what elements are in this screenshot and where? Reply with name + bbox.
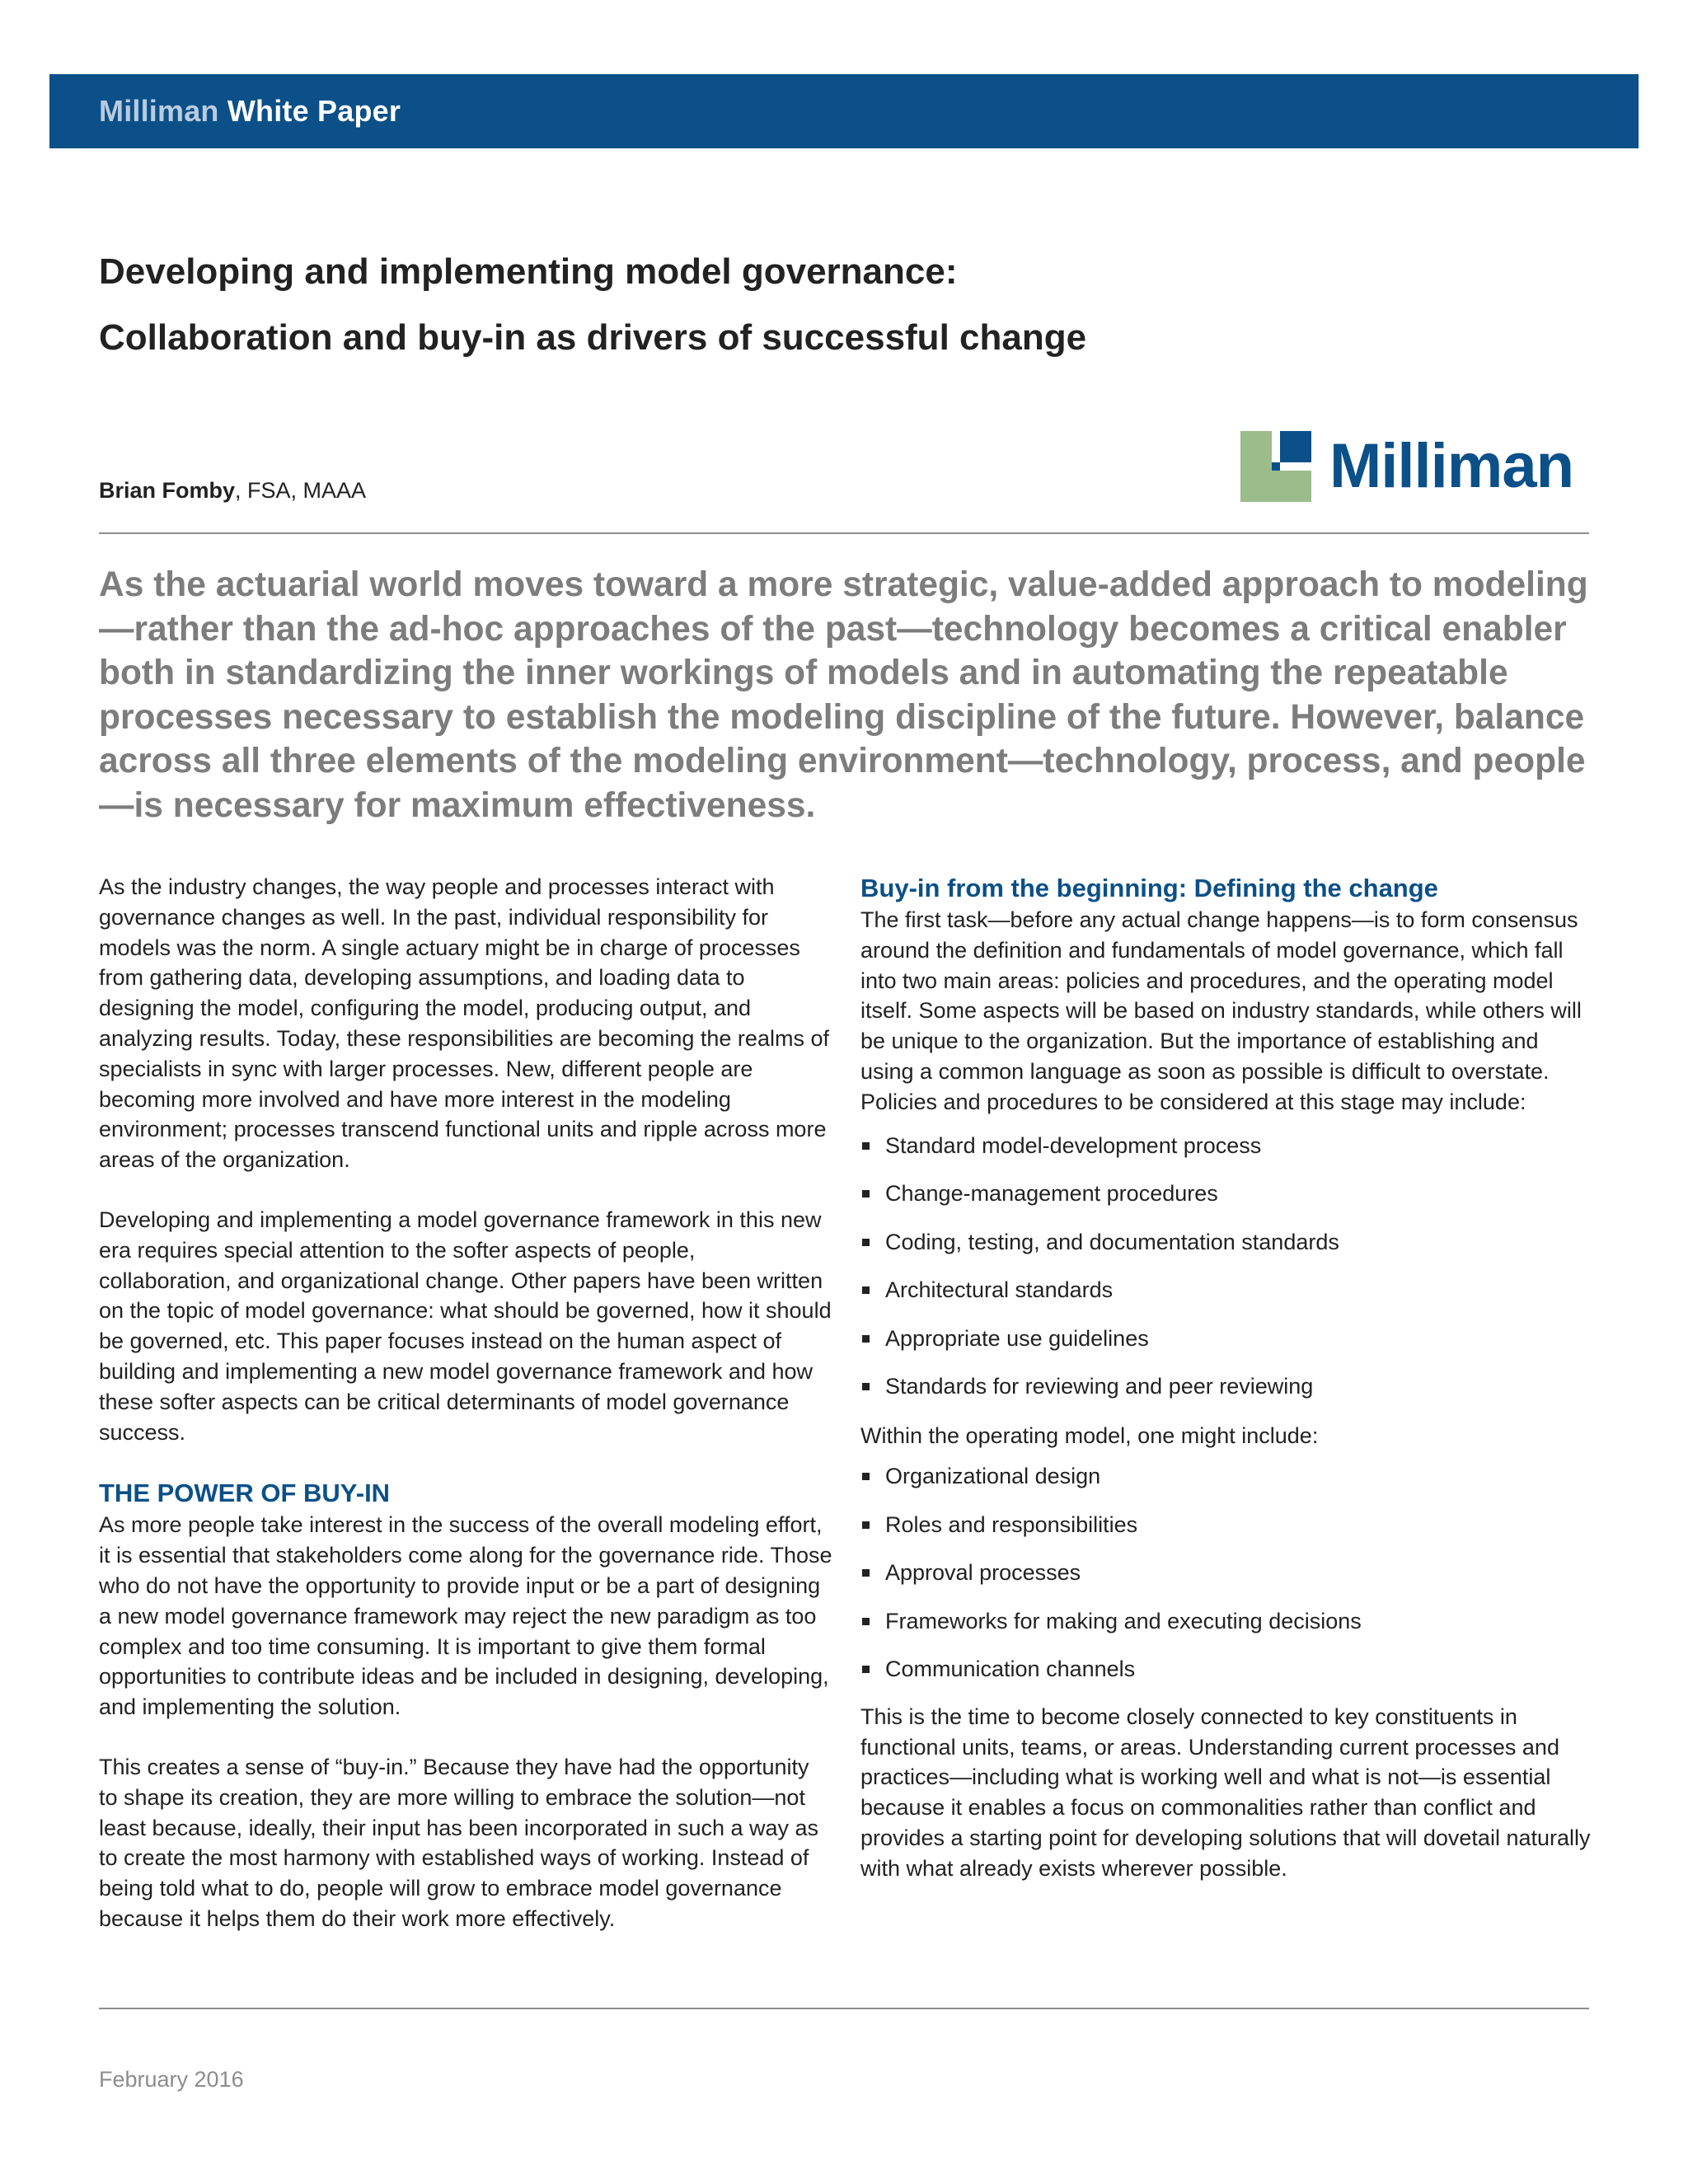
list-item: Appropriate use guidelines [860,1315,1594,1363]
list-item: Frameworks for making and executing decisions [860,1597,1594,1646]
body-paragraph: This is the time to become closely connected to key constituents in functional units, teams, or areas. Understanding current processes and practices—including what is working well and what is not—is essential because it enables a focus on commonalities rather than conflict and provides a starting point for developing solutions that will dovetail naturally with what already exists wherever possible. [860,1704,1591,1881]
list-item: Standards for reviewing and peer reviewing [860,1362,1594,1411]
milliman-logo-mark-icon [1240,431,1311,502]
header-divider [99,532,1589,534]
body-paragraph: As more people take interest in the success of the overall modeling effort, it is essential that stakeholders come along for the governance ride. Those who do not have the opportunity to provide input or be a part of designing a new model governance framework may reject the new paradigm as too complex and too time consuming. It is important to give them formal opportunities to contribute ideas and be included in designing, developing, and implementing the solution. [99,1512,832,1720]
list-item: Change-management procedures [860,1169,1594,1218]
list-item: Architectural standards [860,1266,1594,1315]
body-paragraph: Developing and implementing a model governance framework in this new era requires special attention to the softer aspects of people, collaboration, and organizational change. Other papers have been written on the topic of model governance: what should be governed, how it should be governed, etc. This paper focuses instead on the human aspect of building and implementing a new model governance framework and how these softer aspects can be critical determinants of model governance success. [99,1207,832,1445]
section-heading: THE POWER OF BUY-IN [99,1479,391,1508]
header-banner [49,74,1639,148]
policies-list [860,1122,1594,1411]
milliman-logo-wordmark: Milliman [1329,431,1574,501]
author-byline [99,478,366,504]
list-item: Standard model-development process [860,1122,1594,1170]
left-column [99,872,832,1934]
banner-label: White Paper [227,94,401,128]
author-name: Brian Fomby [99,478,236,503]
body-paragraph: This creates a sense of “buy-in.” Because they have had the opportunity to shape its creation, they are more willing to embrace the solution—not least because, ideally, their input has been incorporated in such a way as to create the most harmony with established ways of working. Instead of being told what to do, people will grow to embrace model governance because it helps them do their work more effectively. [99,1754,819,1931]
body-paragraph: As the industry changes, the way people and processes interact with governance changes as well. In the past, individual responsibility for models was the norm. A single actuary might be in charge of processes from gathering data, developing assumptions, and loading data to designing the model, configuring the model, producing output, and analyzing results. Today, these responsibilities are becoming the realms of specialists in sync with larger processes. New, different people are becoming more involved and have more interest in the modeling environment; processes transcend functional units and ripple across more areas of the organization. [99,874,829,1173]
operating-model-list [860,1452,1594,1694]
right-column [860,872,1594,1884]
footer-divider [99,2008,1589,2009]
list-item: Approval processes [860,1549,1594,1597]
list-item: Organizational design [860,1452,1594,1501]
body-paragraph: Within the operating model, one might include: [860,1422,1319,1448]
title-line-2: Collaboration and buy-in as drivers of successful change [99,317,1087,358]
lede-paragraph: As the actuarial world moves toward a more strategic, value-added approach to modeling—rather than the ad-hoc approaches of the past—technology becomes a critical enabler both in standardizing the inner workings of models and in automating the repeatable processes necessary to establish the modeling discipline of the future. However, balance across all three elements of the modeling environment—technology, process, and people—is necessary for maximum effectiveness. [99,565,1588,825]
title-line-1: Developing and implementing model governance: [99,251,958,292]
subsection-heading: Buy-in from the beginning: Defining the change [860,874,1438,902]
list-item: Coding, testing, and documentation standards [860,1218,1594,1267]
author-credentials: , FSA, MAAA [235,478,367,503]
banner-title [99,94,401,129]
footer-date: February 2016 [99,2067,244,2092]
list-item: Roles and responsibilities [860,1501,1594,1549]
milliman-logo [1240,429,1573,504]
banner-brand: Milliman [99,94,219,128]
body-paragraph: The first task—before any actual change happens—is to form consensus around the definition and fundamentals of model governance, which fall into two main areas: policies and procedures, and the operating model itself. Some aspects will be based on industry standards, while others will be unique to the organization. But the importance of establishing and using a common language as soon as possible is difficult to overstate. Policies and procedures to be considered at this stage may include: [860,907,1582,1114]
document-title [99,239,1550,371]
list-item: Communication channels [860,1645,1594,1694]
